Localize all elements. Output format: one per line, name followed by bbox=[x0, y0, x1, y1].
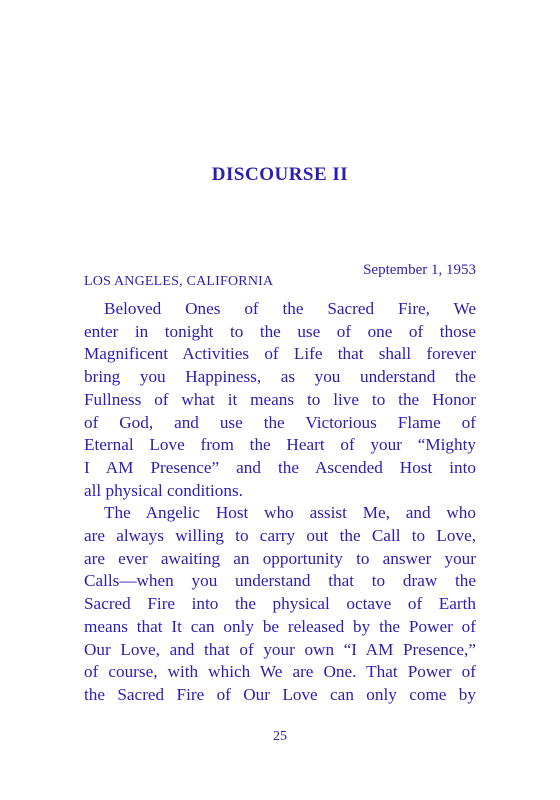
text-line: means that It can only be released by the Power of bbox=[84, 616, 476, 636]
discourse-location: LOS ANGELES, CALIFORNIA bbox=[84, 274, 274, 289]
chapter-title: DISCOURSE II bbox=[211, 164, 349, 185]
text-line: are always willing to carry out the Call to Love, bbox=[84, 526, 476, 546]
paragraph-1 bbox=[84, 298, 476, 502]
text-line: all physical conditions. bbox=[84, 480, 243, 500]
text-line: Magnificent Activities of Life that shall forever bbox=[84, 344, 476, 364]
text-line: Calls—when you understand that to draw the bbox=[84, 571, 476, 591]
text-line: Fullness of what it means to live to the Honor bbox=[84, 389, 476, 409]
text-line: of God, and use the Victorious Flame of bbox=[84, 412, 476, 432]
body-text bbox=[84, 298, 476, 707]
text-line: The Angelic Host who assist Me, and who bbox=[104, 503, 476, 523]
text-line: Beloved Ones of the Sacred Fire, We bbox=[104, 299, 476, 318]
text-line: are ever awaiting an opportunity to answer your bbox=[84, 548, 476, 568]
text-line: of course, with which We are One. That Power of bbox=[84, 662, 476, 682]
text-line: the Sacred Fire of Our Love can only come by bbox=[84, 684, 476, 704]
text-line: Sacred Fire into the physical octave of Earth bbox=[84, 594, 476, 614]
text-line: enter in tonight to the use of one of those bbox=[84, 321, 476, 341]
page-number: 25 bbox=[273, 729, 287, 744]
paragraph-2 bbox=[84, 502, 476, 706]
text-line: bring you Happiness, as you understand the bbox=[84, 367, 476, 387]
text-line: Eternal Love from the Heart of your “Mighty bbox=[84, 435, 476, 455]
text-line: I AM Presence” and the Ascended Host into bbox=[84, 457, 476, 477]
text-line: Our Love, and that of your own “I AM Presence,” bbox=[84, 639, 476, 659]
discourse-date: September 1, 1953 bbox=[363, 262, 476, 278]
